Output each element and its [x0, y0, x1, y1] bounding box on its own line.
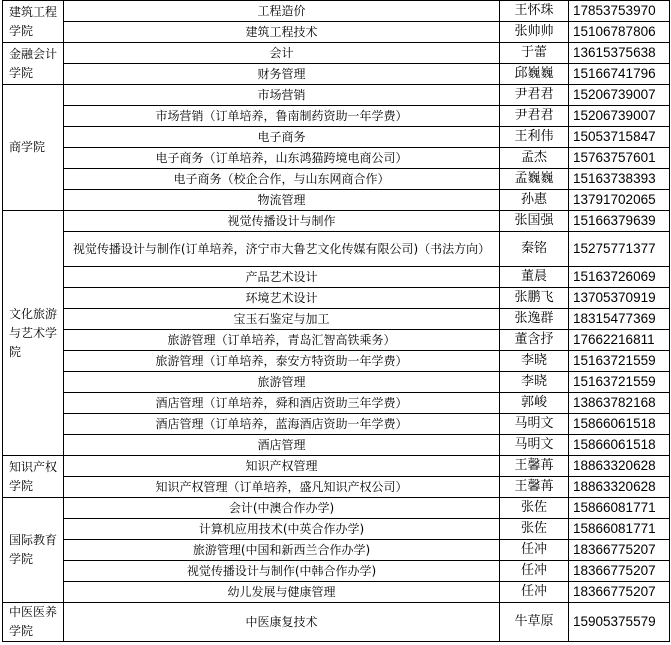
- contact-phone: 15163721559: [569, 372, 670, 393]
- contact-phone: 13705370919: [569, 288, 670, 309]
- major-name: 建筑工程技术: [64, 22, 500, 43]
- contact-person: 马明文: [500, 435, 569, 456]
- table-row: [3, 43, 670, 64]
- contact-phone: 15206739007: [569, 106, 670, 127]
- major-name: 知识产权管理: [64, 456, 500, 477]
- table-row: [3, 64, 670, 85]
- major-name: 酒店管理: [64, 435, 500, 456]
- contact-person: 尹君君: [500, 85, 569, 106]
- contact-phone: 15866061518: [569, 414, 670, 435]
- major-name: 酒店管理（订单培养，舜和酒店资助三年学费）: [64, 393, 500, 414]
- major-name: 旅游管理（订单培养，青岛汇智高铁乘务）: [64, 330, 500, 351]
- college-name: 中医医养学院: [3, 603, 64, 642]
- contact-person: 孙惠: [500, 190, 569, 211]
- contact-phone: 15163726069: [569, 267, 670, 288]
- contact-phone: 15763757601: [569, 148, 670, 169]
- contact-phone: 13615375638: [569, 43, 670, 64]
- contact-person: 李晓: [500, 351, 569, 372]
- contact-phone: 18366775207: [569, 582, 670, 603]
- table-row: [3, 477, 670, 498]
- contact-person: 邱巍巍: [500, 64, 569, 85]
- contact-person: 张鹏飞: [500, 288, 569, 309]
- table-row: [3, 85, 670, 106]
- table-row: [3, 372, 670, 393]
- table-row: [3, 1, 670, 22]
- contact-person: 张帅帅: [500, 22, 569, 43]
- contact-person: 秦铭: [500, 232, 569, 267]
- major-name: 旅游管理: [64, 372, 500, 393]
- major-name: 知识产权管理（订单培养，盛凡知识产权公司）: [64, 477, 500, 498]
- contact-phone: 15866081771: [569, 519, 670, 540]
- table-row: [3, 148, 670, 169]
- major-name: 视觉传播设计与制作(订单培养，济宁市大鲁艺文化传媒有限公司)（书法方向）: [64, 232, 500, 267]
- table-row: [3, 211, 670, 232]
- major-name: 电子商务: [64, 127, 500, 148]
- contact-person: 于蕾: [500, 43, 569, 64]
- contact-person: 任冲: [500, 540, 569, 561]
- contact-phone: 18863320628: [569, 477, 670, 498]
- table-row: [3, 22, 670, 43]
- major-name: 视觉传播设计与制作(中韩合作办学): [64, 561, 500, 582]
- table-row: [3, 435, 670, 456]
- college-name: 金融会计学院: [3, 43, 64, 85]
- college-name: 国际教育学院: [3, 498, 64, 603]
- contact-phone: 15275771377: [569, 232, 670, 267]
- major-name: 产品艺术设计: [64, 267, 500, 288]
- major-name: 酒店管理（订单培养，蓝海酒店资助一年学费）: [64, 414, 500, 435]
- table-row: [3, 540, 670, 561]
- contact-person: 郭峻: [500, 393, 569, 414]
- contact-phone: 15866081771: [569, 498, 670, 519]
- contact-phone: 15166379639: [569, 211, 670, 232]
- major-name: 计算机应用技术(中英合作办学): [64, 519, 500, 540]
- major-name: 工程造价: [64, 1, 500, 22]
- major-name: 环境艺术设计: [64, 288, 500, 309]
- table-row: [3, 127, 670, 148]
- table-row: [3, 498, 670, 519]
- contact-person: 王利伟: [500, 127, 569, 148]
- contact-phone: 15163721559: [569, 351, 670, 372]
- contact-person: 马明文: [500, 414, 569, 435]
- table-row: [3, 106, 670, 127]
- major-name: 电子商务（校企合作，与山东网商合作）: [64, 169, 500, 190]
- major-name: 宝玉石鉴定与加工: [64, 309, 500, 330]
- major-name: 会计(中澳合作办学): [64, 498, 500, 519]
- major-name: 幼儿发展与健康管理: [64, 582, 500, 603]
- contact-person: 张国强: [500, 211, 569, 232]
- major-name: 物流管理: [64, 190, 500, 211]
- table-row: [3, 393, 670, 414]
- table-row: [3, 456, 670, 477]
- major-name: 财务管理: [64, 64, 500, 85]
- major-name: 市场营销: [64, 85, 500, 106]
- contact-person: 任冲: [500, 561, 569, 582]
- contact-person: 董晨: [500, 267, 569, 288]
- major-name: 中医康复技术: [64, 603, 500, 642]
- contact-phone: 15106787806: [569, 22, 670, 43]
- contact-table: [2, 0, 670, 642]
- table-row: [3, 414, 670, 435]
- contact-phone: 13791702065: [569, 190, 670, 211]
- college-name: 知识产权学院: [3, 456, 64, 498]
- contact-phone: 18863320628: [569, 456, 670, 477]
- table-row: [3, 267, 670, 288]
- table-row: [3, 330, 670, 351]
- contact-phone: 18366775207: [569, 561, 670, 582]
- contact-person: 王怀珠: [500, 1, 569, 22]
- table-row: [3, 309, 670, 330]
- major-name: 旅游管理(中国和新西兰合作办学): [64, 540, 500, 561]
- contact-phone: 15163738393: [569, 169, 670, 190]
- table-row: [3, 582, 670, 603]
- contact-person: 张逸群: [500, 309, 569, 330]
- major-name: 会计: [64, 43, 500, 64]
- table-row: [3, 519, 670, 540]
- table-row: [3, 561, 670, 582]
- contact-person: 尹君君: [500, 106, 569, 127]
- contact-phone: 17853753970: [569, 1, 670, 22]
- contact-phone: 17662216811: [569, 330, 670, 351]
- contact-phone: 18315477369: [569, 309, 670, 330]
- table-body: [3, 1, 670, 642]
- table-row: [3, 351, 670, 372]
- major-name: 电子商务（订单培养，山东鸿猫跨境电商公司）: [64, 148, 500, 169]
- table-row: [3, 169, 670, 190]
- contact-phone: 15905375579: [569, 603, 670, 642]
- major-name: 市场营销（订单培养，鲁南制药资助一年学费）: [64, 106, 500, 127]
- contact-person: 孟巍巍: [500, 169, 569, 190]
- contact-person: 王馨苒: [500, 477, 569, 498]
- contact-phone: 18366775207: [569, 540, 670, 561]
- table-row: [3, 190, 670, 211]
- contact-person: 牛草原: [500, 603, 569, 642]
- contact-phone: 15053715847: [569, 127, 670, 148]
- major-name: 旅游管理（订单培养，泰安方特资助一年学费）: [64, 351, 500, 372]
- contact-person: 张佐: [500, 519, 569, 540]
- college-name: 文化旅游与艺术学院: [3, 211, 64, 456]
- contact-phone: 15866061518: [569, 435, 670, 456]
- contact-person: 王馨苒: [500, 456, 569, 477]
- table-row: [3, 603, 670, 642]
- contact-phone: 15166741796: [569, 64, 670, 85]
- table-row: [3, 232, 670, 267]
- college-name: 商学院: [3, 85, 64, 211]
- college-name: 建筑工程学院: [3, 1, 64, 43]
- contact-person: 张佐: [500, 498, 569, 519]
- contact-person: 孟杰: [500, 148, 569, 169]
- major-name: 视觉传播设计与制作: [64, 211, 500, 232]
- contact-phone: 13863782168: [569, 393, 670, 414]
- contact-phone: 15206739007: [569, 85, 670, 106]
- contact-person: 任冲: [500, 582, 569, 603]
- contact-person: 李晓: [500, 372, 569, 393]
- table-row: [3, 288, 670, 309]
- contact-person: 董含抒: [500, 330, 569, 351]
